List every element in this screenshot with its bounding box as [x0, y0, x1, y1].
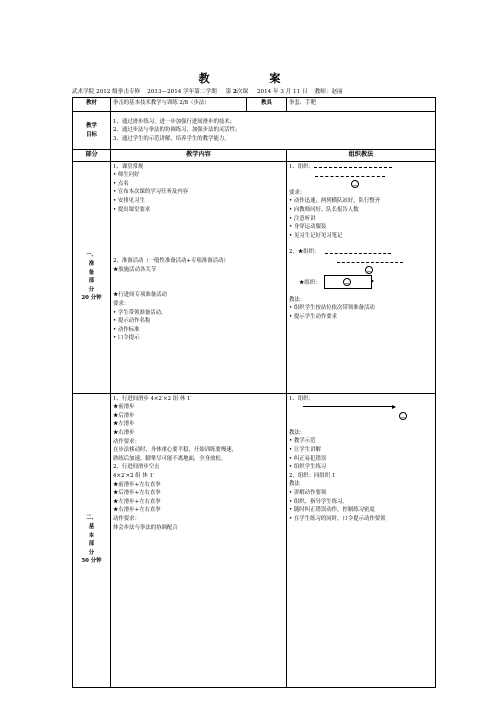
main-content-line: ★前滑步 — [113, 404, 135, 411]
prep-part-label: 一、 准 备 部 分 20 分钟 — [73, 161, 111, 393]
lesson-table — [72, 97, 436, 688]
header-part: 部分 — [73, 150, 111, 162]
prep-org-3: ★组织： ‿ — [289, 275, 433, 292]
teacher-smiley-icon: ‿ — [351, 180, 359, 188]
material-label: 教材 — [73, 98, 111, 112]
main-content-line: 动作要求： — [113, 515, 140, 522]
prep-content-line: • 口令提示 — [113, 335, 140, 342]
meta-lesson-number: 2 — [232, 89, 237, 95]
lesson-meta-line — [72, 87, 435, 95]
prep-content-line: • 点名 — [113, 180, 129, 187]
prep-requirements-label: 要求： — [289, 189, 306, 196]
teacher-smiley-icon: ‿ — [343, 278, 351, 286]
prep-req-item: • 向教师问好、队长报告人数 — [289, 207, 359, 214]
main-method2-item: • 在学生练习的同时，口令提示动作要领 — [289, 515, 386, 522]
material-value: 拳击的基本技术教学与训练 2/8（步法） — [111, 98, 247, 112]
prep-method-label: 教法： — [289, 296, 306, 303]
page-title: 教 案 — [198, 72, 309, 85]
prep-method-item: • 组织学生按站位依次带领准备活动 — [289, 305, 375, 312]
goal-item: 1、通过滑步练习，进一步加强行进间滑步的技术； — [113, 118, 236, 125]
main-organization — [287, 393, 436, 687]
main-content-line: 在步法移动时，身体重心要平稳，开始训练要慢速， — [113, 447, 237, 454]
movement-arrow — [303, 406, 395, 407]
main-method2-item: • 组织、指导学生练习。 — [289, 498, 348, 505]
main-method-item: • 教学示范 — [289, 438, 316, 445]
prep-content-line: • 提示动作名称 — [113, 318, 151, 325]
formation-dash-line — [314, 164, 392, 168]
prep-method-item: • 提示学生动作要求 — [289, 313, 338, 320]
main-content-line: ★后滑步 — [113, 412, 135, 419]
meta-term: 2013—2014 学年第二学期 — [147, 89, 217, 95]
main-content-line: 动作要求： — [113, 438, 140, 445]
main-content-line: 体会步法与拳法的协调配合 — [113, 524, 178, 531]
main-content-line: 1、行进间滑步 4×2′×2 组 休 1′ — [113, 395, 192, 402]
prep-content-line: • 宣布本次课的学习任务及内容 — [113, 189, 188, 196]
prep-req-item: • 见习生记好见习笔记 — [289, 232, 343, 239]
prep-req-item: • 注意听讲 — [289, 215, 316, 222]
main-org-2: 2、组织：同组织 1 — [289, 472, 336, 479]
running-loop-diagram — [324, 275, 372, 289]
main-content-line: 4×2′×2 组 休 1′ — [113, 472, 155, 479]
main-method-label: 教法： — [289, 429, 306, 436]
meta-school: 武术学院 2012 级拳击专修 — [72, 89, 141, 95]
prep-content-line: • 动作标准 — [113, 326, 140, 333]
goals-label — [73, 112, 111, 150]
main-content-line: ★后滑步+左右直拳 — [113, 490, 161, 497]
goal-item: 2、通过步法与拳法的协调练习，加强步法的灵活性； — [113, 127, 241, 134]
prep-content-line: • 学生带领准备活动。 — [113, 309, 167, 316]
prep-req-item: • 身穿运动服装 — [289, 224, 327, 231]
main-content-line: 熟练后加速，脚掌尽可能不离地面，全身放松。 — [113, 455, 227, 462]
meta-teacher: 教师：赵丽 — [314, 89, 343, 95]
prep-content — [111, 161, 287, 393]
meta-date: 2014 年 3 月 11 日 — [256, 89, 308, 95]
main-method-item: • 纠正易犯错误 — [289, 455, 327, 462]
goals-list — [111, 112, 436, 150]
main-org-1: 1、组织： — [289, 395, 314, 402]
main-content-line: ★前滑步+左右直拳 — [113, 481, 161, 488]
prep-content-line: ★肢施活动各关节 — [113, 266, 157, 273]
formation-dash-line — [337, 259, 403, 263]
prep-content-line: 2、准备活动（一般性准备活动+专项准备活动） — [113, 258, 229, 265]
formation-dash-line — [315, 173, 385, 177]
main-content-line: ★右滑步 — [113, 429, 135, 436]
prep-content-line: 要求： — [113, 300, 130, 307]
goal-item: 3、通过学生的示范讲解，培养学生的教学能力。 — [113, 135, 230, 142]
formation-dash-line — [325, 250, 391, 254]
prep-content-line: ★行进间专项准备活动 — [113, 292, 167, 299]
header-organization: 组织教法 — [287, 150, 436, 162]
main-content-line: ★左滑步+左右直拳 — [113, 498, 161, 505]
main-method-item: • 组织学生练习 — [289, 464, 327, 471]
teacher-smiley-icon: ‿ — [365, 266, 373, 274]
prep-content-line: • 提出课堂要求 — [113, 206, 151, 213]
main-method2-label: 教法 — [289, 481, 300, 488]
prep-org-1: 1、组织： — [289, 163, 433, 172]
prep-content-line: • 师生问好 — [113, 172, 140, 179]
prep-content-line: 1、课堂常规 — [113, 163, 144, 170]
prep-req-item: • 动作迅速，两列横队站好，队行整齐 — [289, 198, 381, 205]
meta-lesson-prefix: 第 — [225, 89, 232, 95]
main-content-line: ★右滑步+左右直拳 — [113, 507, 161, 514]
goals-label-line1: 教学 — [86, 122, 97, 129]
teacher-smiley-icon: ‿ — [399, 412, 407, 420]
main-method-item: • 让学生讲解 — [289, 447, 321, 454]
prep-organization — [287, 161, 436, 393]
main-part-label: 二、 基 本 部 分 50 分钟 — [73, 393, 111, 687]
tools-value: 拳套、手靶 — [287, 98, 436, 112]
main-content-line: ★左滑步 — [113, 421, 135, 428]
main-method2-item: • 讲解动作要领 — [289, 490, 327, 497]
goals-label-line2: 目标 — [86, 131, 97, 138]
meta-lesson-suffix: 次课 — [236, 89, 249, 95]
main-content — [111, 393, 287, 687]
prep-content-line: • 安排见习生 — [113, 197, 145, 204]
main-content-line: 2、行进间滑步空击 — [113, 464, 160, 471]
prep-org-2: 2、★组织： — [289, 248, 433, 257]
main-method2-item: • 随时纠正错误动作，控制练习密度 — [289, 507, 375, 514]
tools-label: 教具 — [247, 98, 287, 112]
header-content: 教学内容 — [111, 150, 287, 162]
